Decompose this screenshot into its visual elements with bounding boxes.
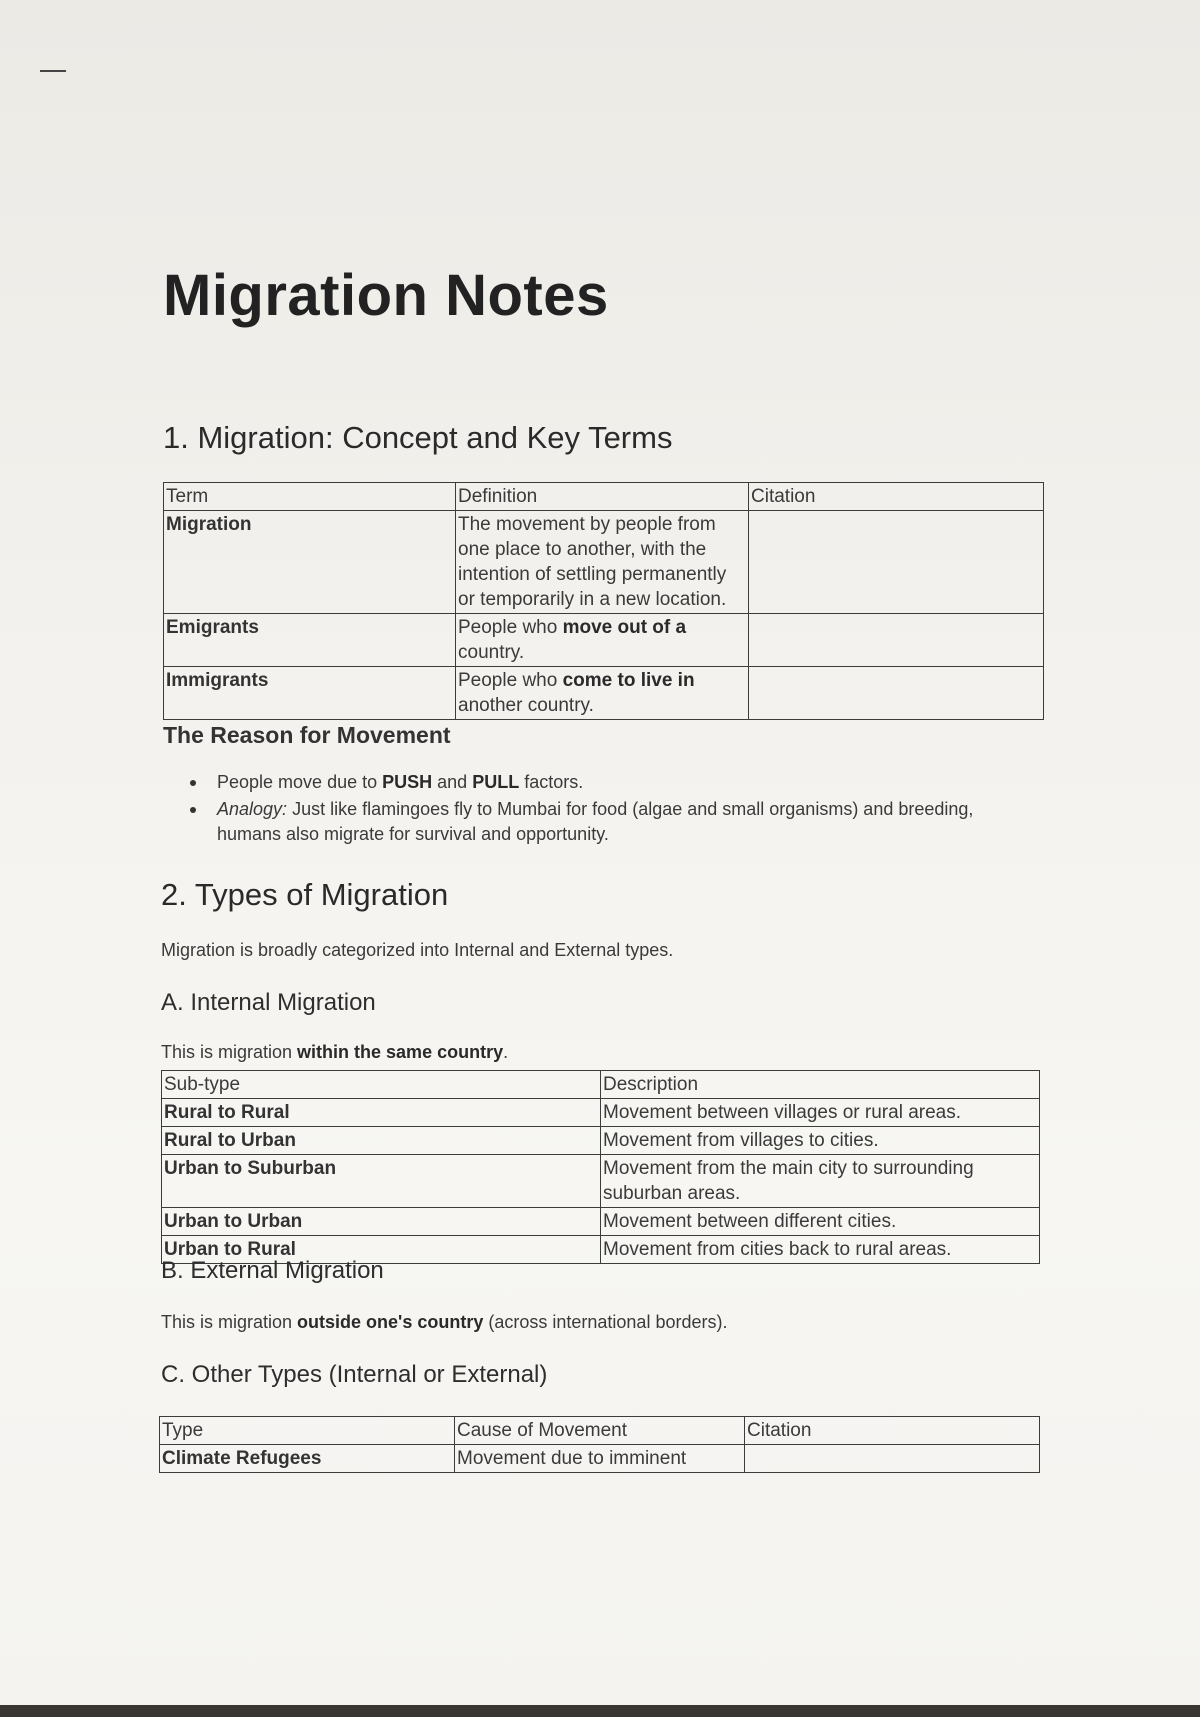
subtype-cell: Rural to Rural [162,1099,601,1127]
desc-text: (across international borders). [483,1312,728,1332]
section1-heading: 1. Migration: Concept and Key Terms [163,420,673,455]
subtype-cell: Urban to Rural [162,1236,601,1264]
bullet-dot-icon [190,807,196,813]
term-cell: Migration [164,511,456,614]
definition-cell [456,614,749,667]
list-item [190,770,1010,795]
definition-bold: come to live in [562,670,695,691]
push-keyword: PUSH [382,772,433,792]
table-row [160,1445,1040,1473]
type-cell: Climate Refugees [160,1445,455,1473]
term-cell: Emigrants [164,614,456,667]
definition-text: country. [458,642,525,663]
bullet-dot-icon [190,780,196,786]
definition-text: People who [458,670,563,691]
pull-keyword: PULL [472,772,520,792]
desc-bold: within the same country [297,1042,504,1062]
other-types-heading: C. Other Types (Internal or External) [161,1361,548,1388]
bullet-text: factors. [519,772,584,792]
header-description: Description [601,1071,1040,1099]
analogy-label: Analogy: [217,799,288,819]
internal-heading: A. Internal Migration [161,989,376,1016]
table-row [164,511,1044,614]
subtype-cell: Urban to Urban [162,1208,601,1236]
external-heading: B. External Migration [161,1257,384,1284]
desk-edge [0,1705,1200,1717]
internal-description [161,1042,508,1063]
header-cause: Cause of Movement [455,1417,745,1445]
citation-cell [745,1445,1040,1473]
definition-cell [456,667,749,720]
definition-text: People who [458,617,563,638]
reason-heading: The Reason for Movement [163,722,451,748]
header-citation: Citation [749,483,1044,511]
description-cell: Movement from the main city to surrounding suburban areas. [601,1155,1040,1208]
header-citation: Citation [745,1417,1040,1445]
header-type: Type [160,1417,455,1445]
table-row [164,614,1044,667]
table-header-row [162,1071,1040,1099]
definition-bold: move out of a [562,617,687,638]
desc-text: This is migration [161,1312,298,1332]
external-description [161,1312,727,1333]
citation-cell [749,511,1044,614]
bullet-text: Just like flamingoes fly to Mumbai for food (algae and small organisms) and breeding, humans also migrate for survival and opportunity. [217,799,974,844]
desc-text: This is migration [161,1042,298,1062]
citation-cell [749,667,1044,720]
key-terms-table [163,482,1044,720]
types-intro: Migration is broadly categorized into Internal and External types. [161,940,674,960]
header-term: Term [164,483,456,511]
other-types-table [159,1416,1040,1473]
bullet-text: and [432,772,473,792]
table-row [164,667,1044,720]
description-cell: Movement from villages to cities. [601,1127,1040,1155]
subtype-cell: Urban to Suburban [162,1155,601,1208]
term-cell: Immigrants [164,667,456,720]
definition-text: another country. [458,695,594,716]
table-row [162,1099,1040,1127]
page-title: Migration Notes [163,263,609,328]
table-row [162,1127,1040,1155]
description-cell: Movement from cities back to rural areas. [601,1236,1040,1264]
desc-bold: outside one's country [297,1312,484,1332]
reason-bullet-list [190,770,1010,849]
description-cell: Movement between villages or rural areas. [601,1099,1040,1127]
subtype-cell: Rural to Urban [162,1127,601,1155]
bullet-text: People move due to [217,772,383,792]
cause-cell: Movement due to imminent [455,1445,745,1473]
description-cell: Movement between different cities. [601,1208,1040,1236]
list-item [190,797,1010,847]
header-subtype: Sub-type [162,1071,601,1099]
header-definition: Definition [456,483,749,511]
table-row [162,1155,1040,1208]
table-row [162,1208,1040,1236]
internal-migration-table [161,1070,1040,1264]
table-header-row [160,1417,1040,1445]
definition-cell: The movement by people from one place to another, with the intention of settling permanently or temporarily in a new location. [456,511,749,614]
section2-heading: 2. Types of Migration [161,877,449,912]
citation-cell [749,614,1044,667]
corner-dash-mark [40,70,66,72]
desc-text: . [503,1042,509,1062]
table-header-row [164,483,1044,511]
